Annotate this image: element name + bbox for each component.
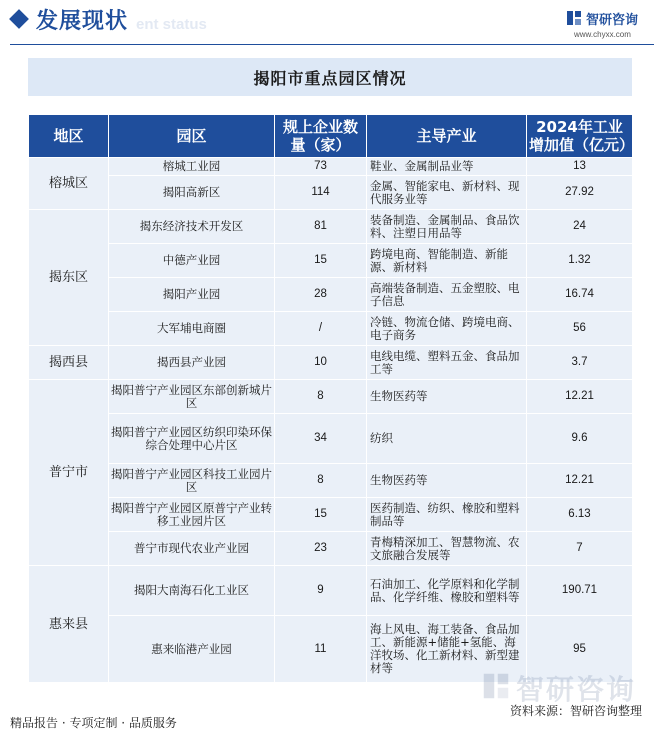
section-title-english: ent status: [136, 16, 207, 33]
cell-enterprises: 8: [275, 464, 367, 498]
cell-industry: 生物医药等: [367, 464, 527, 498]
table-row: [29, 176, 633, 210]
cell-park: 揭东经济技术开发区: [109, 210, 275, 244]
watermark-text: 智研咨询: [516, 673, 637, 706]
watermark-logo-icon: [482, 672, 510, 700]
column-header-enterprises: 规上企业数量（家）: [275, 115, 367, 158]
column-header-park: 园区: [109, 115, 275, 158]
footer: [0, 708, 664, 738]
cell-value: 12.21: [527, 464, 633, 498]
brand-url: www.chyxx.com: [574, 30, 631, 39]
cell-enterprises: 8: [275, 380, 367, 414]
table-row: [29, 244, 633, 278]
cell-value: 16.74: [527, 278, 633, 312]
cell-park: 大军埔电商圈: [109, 312, 275, 346]
table-title-band: [28, 58, 632, 96]
table-row: [29, 278, 633, 312]
section-title: 发展现状: [36, 9, 129, 34]
cell-industry: 医药制造、纺织、橡胶和塑料制品等: [367, 498, 527, 532]
diamond-icon: [9, 9, 29, 29]
cell-enterprises: 34: [275, 414, 367, 464]
cell-value: 56: [527, 312, 633, 346]
cell-park: 揭阳普宁产业园区科技工业园片区: [109, 464, 275, 498]
cell-region: 普宁市: [29, 380, 109, 566]
cell-enterprises: 15: [275, 244, 367, 278]
cell-park: 普宁市现代农业产业园: [109, 532, 275, 566]
cell-park: 揭阳普宁产业园区东部创新城片区: [109, 380, 275, 414]
table-title: 揭阳市重点园区情况: [253, 68, 407, 88]
table-row: [29, 414, 633, 464]
column-header-region: 地区: [29, 115, 109, 158]
cell-industry: 青梅精深加工、智慧物流、农文旅融合发展等: [367, 532, 527, 566]
cell-region: 榕城区: [29, 158, 109, 210]
table-row: [29, 532, 633, 566]
cell-enterprises: 10: [275, 346, 367, 380]
cell-enterprises: 11: [275, 616, 367, 683]
brand-logo-icon: [566, 10, 582, 26]
cell-region: 揭东区: [29, 210, 109, 346]
cell-industry: 金属、智能家电、新材料、现代服务业等: [367, 176, 527, 210]
source-note: 资料来源：智研咨询整理: [510, 704, 643, 718]
page-header: [0, 0, 664, 44]
cell-park: 榕城工业园: [109, 158, 275, 176]
cell-industry: 纺织: [367, 414, 527, 464]
cell-enterprises: 114: [275, 176, 367, 210]
cell-industry: 高端装备制造、五金塑胶、电子信息: [367, 278, 527, 312]
cell-value: 95: [527, 616, 633, 683]
cell-park: 揭阳高新区: [109, 176, 275, 210]
cell-industry: 装备制造、金属制品、食品饮料、注塑日用品等: [367, 210, 527, 244]
cell-value: 190.71: [527, 566, 633, 616]
table-header-row: [29, 115, 633, 158]
cell-value: 3.7: [527, 346, 633, 380]
column-header-industry: 主导产业: [367, 115, 527, 158]
cell-industry: 石油加工、化学原料和化学制品、化学纤维、橡胶和塑料等: [367, 566, 527, 616]
brand-name: 智研咨询: [586, 13, 639, 28]
column-header-value: 2024年工业增加值（亿元）: [527, 115, 633, 158]
cell-industry: 海上风电、海工装备、食品加工、新能源+储能+氢能、海洋牧场、化工新材料、新型建材等: [367, 616, 527, 683]
cell-enterprises: 81: [275, 210, 367, 244]
cell-value: 13: [527, 158, 633, 176]
cell-enterprises: 28: [275, 278, 367, 312]
cell-park: 中德产业园: [109, 244, 275, 278]
cell-enterprises: 23: [275, 532, 367, 566]
table-row: [29, 566, 633, 616]
table-row: [29, 158, 633, 176]
table-row: [29, 346, 633, 380]
table-row: [29, 210, 633, 244]
cell-value: 6.13: [527, 498, 633, 532]
cell-value: 1.32: [527, 244, 633, 278]
table-row: [29, 498, 633, 532]
cell-value: 24: [527, 210, 633, 244]
cell-enterprises: /: [275, 312, 367, 346]
cell-industry: 电线电缆、塑料五金、食品加工等: [367, 346, 527, 380]
cell-region: 揭西县: [29, 346, 109, 380]
cell-enterprises: 9: [275, 566, 367, 616]
cell-enterprises: 15: [275, 498, 367, 532]
cell-industry: 生物医药等: [367, 380, 527, 414]
table-row: [29, 312, 633, 346]
cell-park: 惠来临港产业园: [109, 616, 275, 683]
table-row: [29, 464, 633, 498]
cell-value: 12.21: [527, 380, 633, 414]
cell-park: 揭阳大南海石化工业区: [109, 566, 275, 616]
cell-value: 9.6: [527, 414, 633, 464]
cell-park: 揭阳普宁产业园区纺织印染环保综合处理中心片区: [109, 414, 275, 464]
cell-park: 揭阳产业园: [109, 278, 275, 312]
cell-industry: 鞋业、金属制品业等: [367, 158, 527, 176]
cell-enterprises: 73: [275, 158, 367, 176]
footer-tagline: 精品报告 · 专项定制 · 品质服务: [10, 716, 177, 730]
table-row: [29, 380, 633, 414]
cell-value: 27.92: [527, 176, 633, 210]
cell-industry: 跨境电商、智能制造、新能源、新材料: [367, 244, 527, 278]
header-divider: [10, 44, 654, 45]
cell-park: 揭阳普宁产业园区原普宁产业转移工业园片区: [109, 498, 275, 532]
table-body: [29, 158, 633, 683]
parks-table: [28, 114, 633, 683]
cell-value: 7: [527, 532, 633, 566]
cell-region: 惠来县: [29, 566, 109, 683]
cell-industry: 冷链、物流仓储、跨境电商、电子商务: [367, 312, 527, 346]
cell-park: 揭西县产业园: [109, 346, 275, 380]
